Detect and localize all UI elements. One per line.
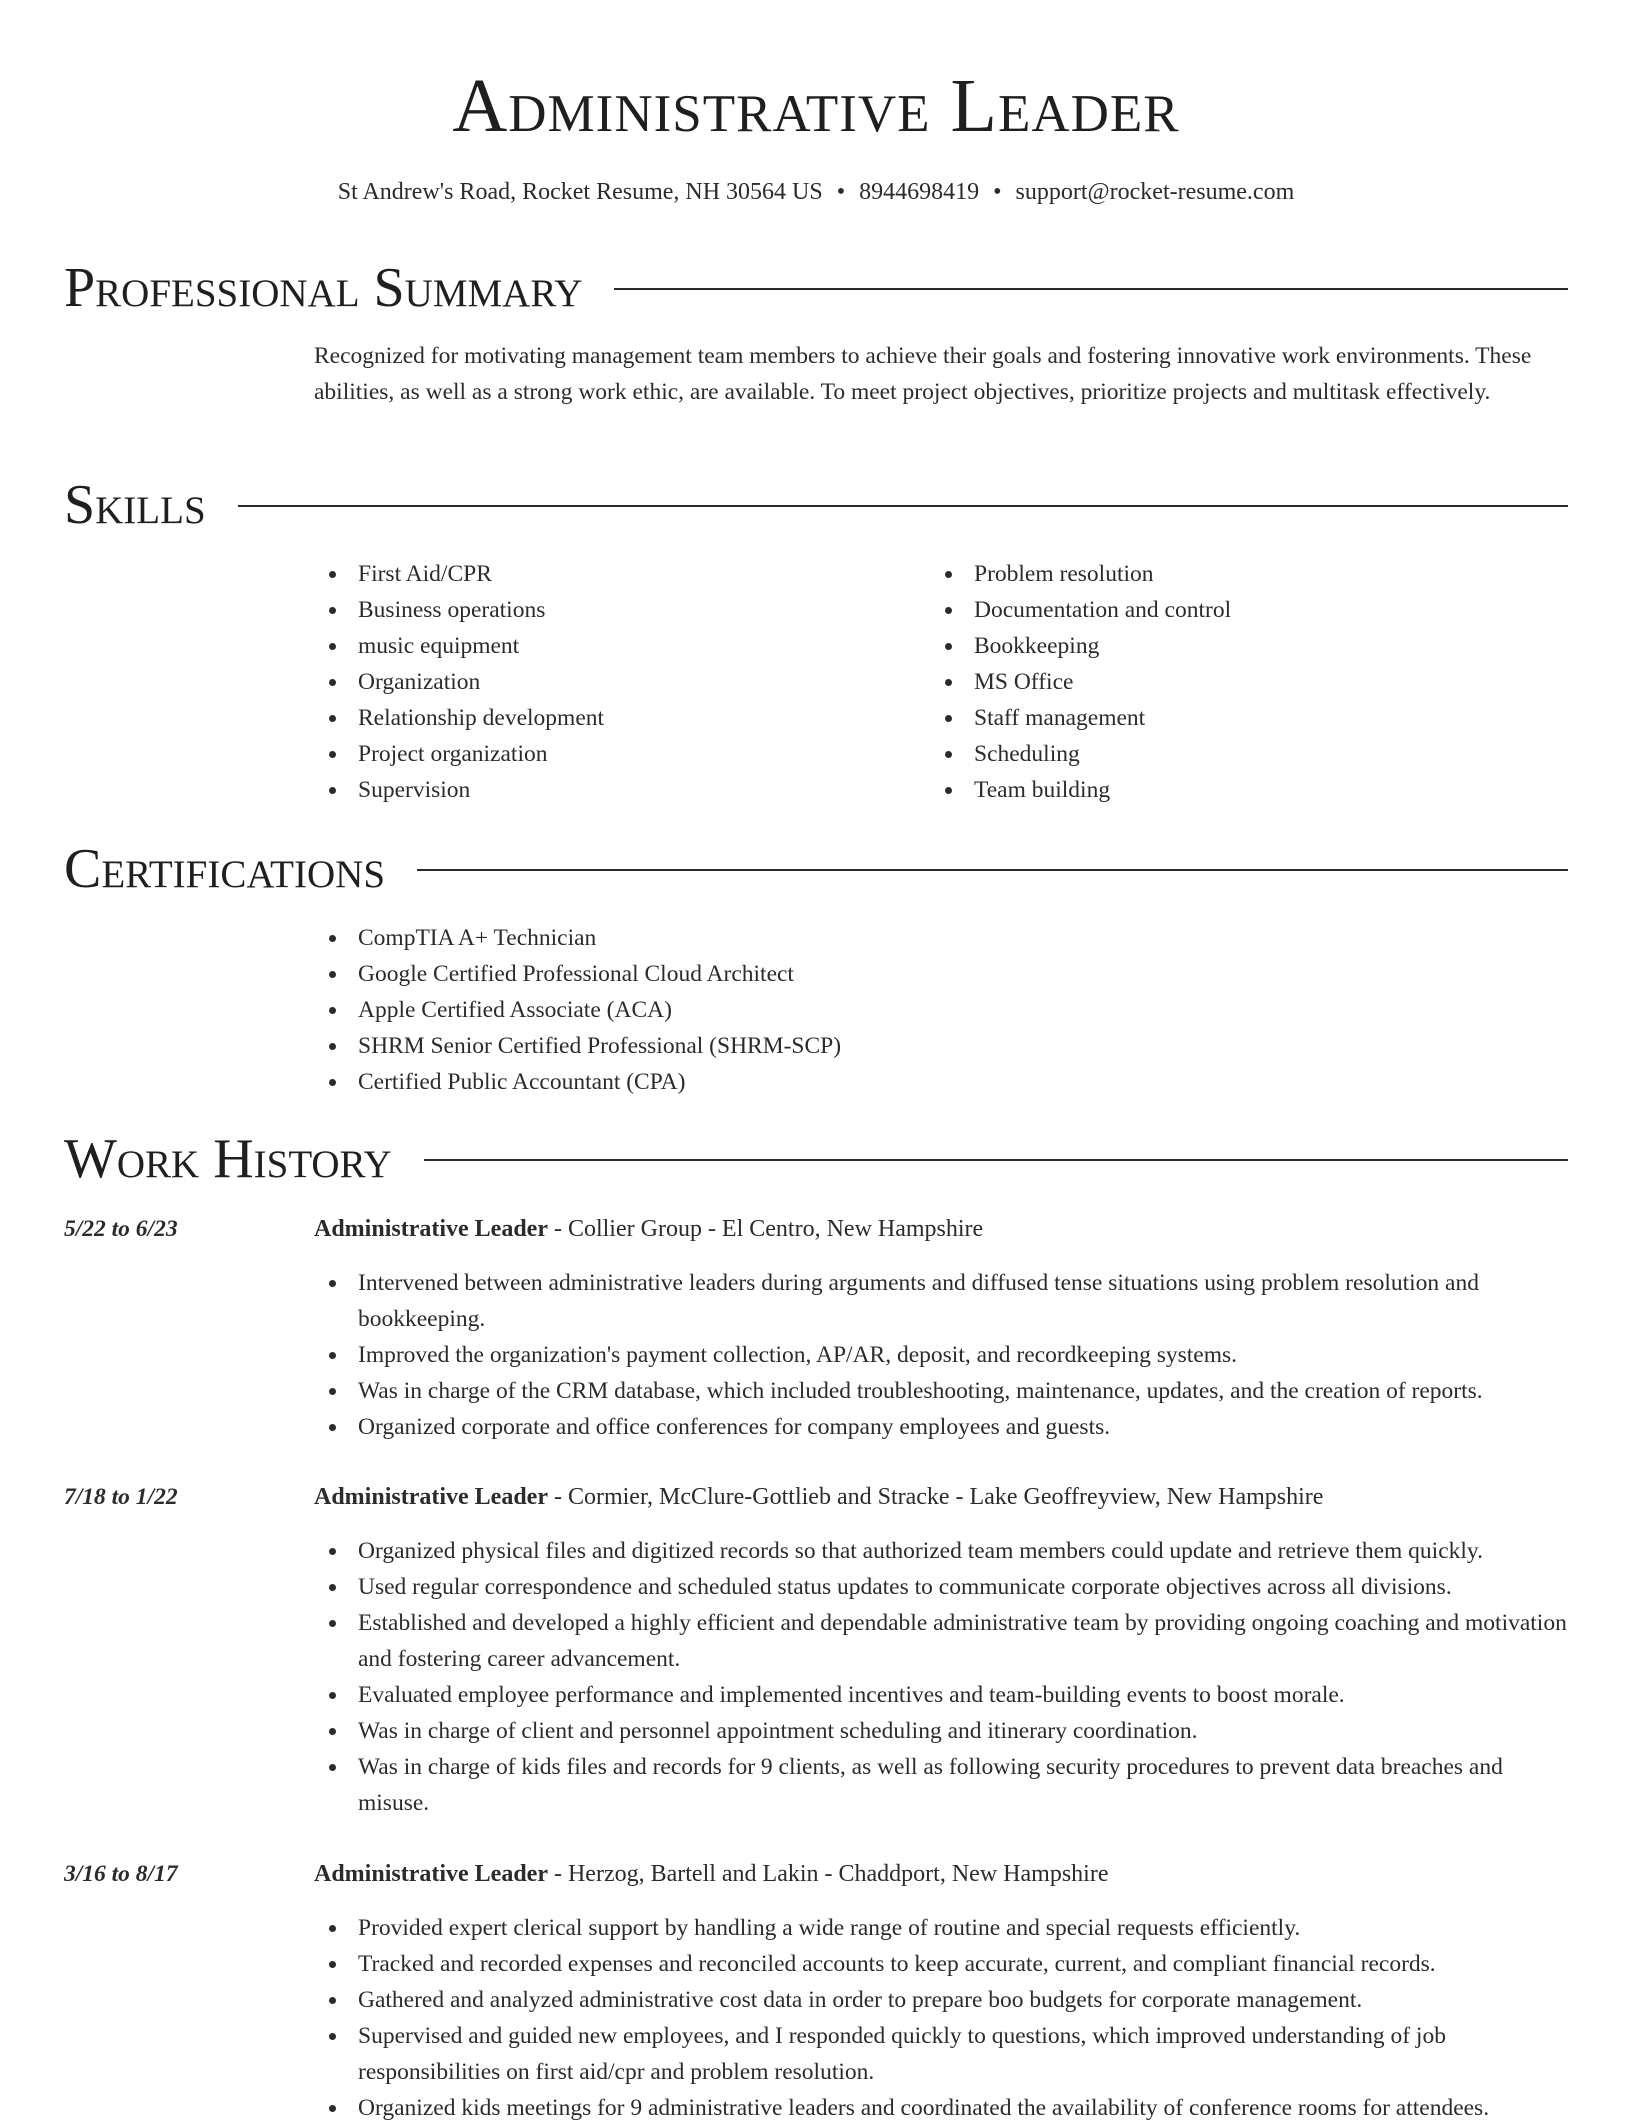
job-bullet-item: Organized corporate and office conferences for company employees and guests.: [314, 1409, 1568, 1445]
skill-item: First Aid/CPR: [314, 556, 914, 592]
job-details: - Collier Group - El Centro, New Hampshire: [547, 1216, 984, 1242]
resume-name: Administrative Leader: [452, 64, 1180, 148]
job-bullet-item: Organized physical files and digitized records so that authorized team members could update and retrieve them quickly.: [314, 1533, 1568, 1569]
job-bullet-item: Gathered and analyzed administrative cost data in order to prepare boo budgets for corporate management.: [314, 1982, 1568, 2018]
contact-address: St Andrew's Road, Rocket Resume, NH 30564 US: [337, 179, 823, 205]
skill-item: Scheduling: [930, 736, 1570, 772]
skill-item: Organization: [314, 664, 914, 700]
job-bullets: [314, 1910, 1568, 2126]
certification-item: Apple Certified Associate (ACA): [314, 992, 1568, 1028]
skills-list-left: [314, 556, 914, 808]
certification-item: SHRM Senior Certified Professional (SHRM-SCP): [314, 1028, 1568, 1064]
certifications-section-title: Certifications: [64, 838, 386, 900]
skill-item: Staff management: [930, 700, 1570, 736]
job-title: Administrative Leader: [314, 1216, 548, 1242]
job-bullet-item: Evaluated employee performance and implemented incentives and team-building events to boost morale.: [314, 1677, 1568, 1713]
skill-item: Bookkeeping: [930, 628, 1570, 664]
skill-item: Team building: [930, 772, 1570, 808]
certification-item: Certified Public Accountant (CPA): [314, 1064, 1568, 1100]
job-bullet-item: Established and developed a highly efficient and dependable administrative team by providing ongoing coaching and motivation and fostering career advancement.: [314, 1605, 1568, 1677]
job-bullets: [314, 1265, 1568, 1445]
skills-section-header: [64, 470, 1568, 540]
contact-email: support@rocket-resume.com: [1015, 179, 1295, 205]
work-history-section-header: [64, 1124, 1568, 1194]
contact-phone: 8944698419: [859, 179, 980, 205]
section-divider: [417, 869, 1568, 871]
job-heading: [314, 1856, 1568, 1892]
job-bullet-item: Tracked and recorded expenses and reconciled accounts to keep accurate, current, and compliant financial records.: [314, 1946, 1568, 1982]
job-title: Administrative Leader: [314, 1861, 548, 1887]
skill-item: MS Office: [930, 664, 1570, 700]
section-divider: [424, 1159, 1568, 1161]
contact-line: [0, 172, 1632, 212]
job-bullet-item: Was in charge of kids files and records for 9 clients, as well as following security procedures to prevent data breaches and misuse.: [314, 1749, 1568, 1821]
summary-section-header: [64, 253, 1568, 323]
job-bullets: [314, 1533, 1568, 1821]
certifications-section-header: [64, 834, 1568, 904]
job-bullet-item: Intervened between administrative leaders during arguments and diffused tense situations using problem resolution and bookkeeping.: [314, 1265, 1568, 1337]
job-dates: 3/16 to 8/17: [64, 1861, 178, 1887]
job-heading: [314, 1479, 1568, 1515]
section-divider: [238, 505, 1568, 507]
job-title: Administrative Leader: [314, 1484, 548, 1510]
skill-item: music equipment: [314, 628, 914, 664]
summary-text: Recognized for motivating management team members to achieve their goals and fostering innovative work environments. These abilities, as well as a strong work ethic, are available. To meet project objectives, prioritize projects and multitask effectively.: [314, 343, 1532, 405]
job-bullet-item: Was in charge of the CRM database, which included troubleshooting, maintenance, updates, and the creation of reports.: [314, 1373, 1568, 1409]
certification-item: CompTIA A+ Technician: [314, 920, 1568, 956]
job-details: - Cormier, McClure-Gottlieb and Stracke - Lake Geoffreyview, New Hampshire: [547, 1484, 1324, 1510]
job-dates: 5/22 to 6/23: [64, 1216, 178, 1242]
skills-list-right: [930, 556, 1570, 808]
job-bullet-item: Improved the organization's payment collection, AP/AR, deposit, and recordkeeping systems.: [314, 1337, 1568, 1373]
skills-section-title: Skills: [64, 474, 206, 536]
contact-separator: •: [836, 179, 846, 205]
certifications-list: [314, 920, 1568, 1100]
section-divider: [614, 288, 1568, 290]
job-heading: [314, 1211, 1568, 1247]
skill-item: Supervision: [314, 772, 914, 808]
skill-item: Problem resolution: [930, 556, 1570, 592]
job-dates: 7/18 to 1/22: [64, 1484, 178, 1510]
skill-item: Relationship development: [314, 700, 914, 736]
skill-item: Project organization: [314, 736, 914, 772]
job-bullet-item: Organized kids meetings for 9 administrative leaders and coordinated the availability of conference rooms for attendees.: [314, 2090, 1568, 2126]
job-details: - Herzog, Bartell and Lakin - Chaddport, New Hampshire: [547, 1861, 1109, 1887]
work-history-section-title: Work History: [64, 1128, 392, 1190]
skill-item: Documentation and control: [930, 592, 1570, 628]
job-bullet-item: Was in charge of client and personnel appointment scheduling and itinerary coordination.: [314, 1713, 1568, 1749]
certification-item: Google Certified Professional Cloud Architect: [314, 956, 1568, 992]
contact-separator: •: [993, 179, 1002, 205]
skill-item: Business operations: [314, 592, 914, 628]
summary-section-title: Professional Summary: [64, 257, 583, 319]
job-bullet-item: Provided expert clerical support by handling a wide range of routine and special requests efficiently.: [314, 1910, 1568, 1946]
job-bullet-item: Supervised and guided new employees, and I responded quickly to questions, which improved understanding of job responsibilities on first aid/cpr and problem resolution.: [314, 2018, 1568, 2090]
job-bullet-item: Used regular correspondence and scheduled status updates to communicate corporate objectives across all divisions.: [314, 1569, 1568, 1605]
